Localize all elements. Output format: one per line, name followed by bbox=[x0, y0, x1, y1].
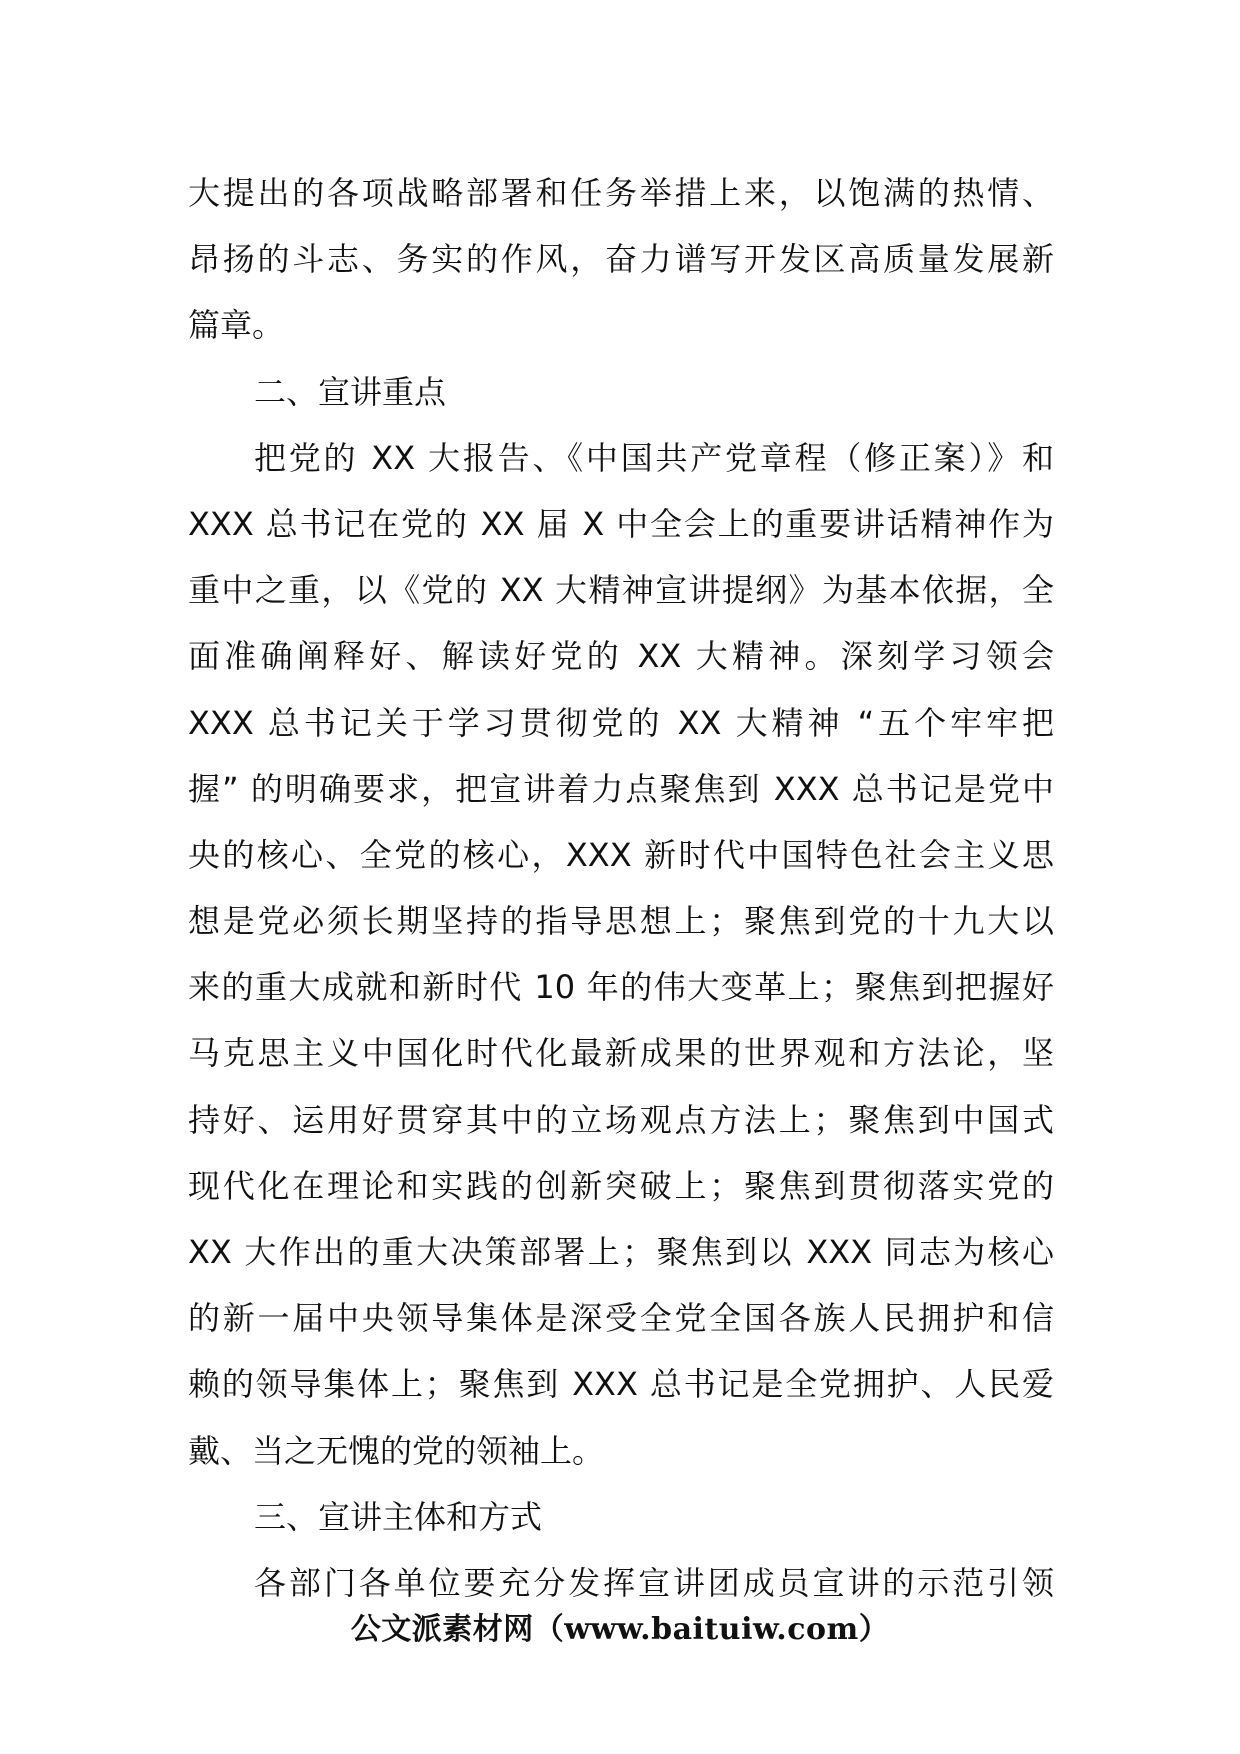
paragraph-line: 现代化在理论和实践的创新突破上；聚焦到贯彻落实党的 bbox=[188, 1166, 1054, 1205]
paragraph-line: 赖的领导集体上；聚焦到 XXX 总书记是全党拥护、人民爱 bbox=[188, 1365, 1054, 1404]
paragraph-line: 的新一届中央领导集体是深受全党全国各族人民拥护和信 bbox=[188, 1299, 1054, 1338]
paragraph-line: 握” 的明确要求，把宣讲着力点聚焦到 XXX 总书记是党中 bbox=[188, 769, 1054, 808]
section-heading: 二、宣讲重点 bbox=[254, 372, 447, 411]
paragraph-line: XXX 总书记关于学习贯彻党的 XX 大精神 “五个牢牢把 bbox=[188, 703, 1054, 742]
paragraph-line: 央的核心、全党的核心，XXX 新时代中国特色社会主义思 bbox=[188, 835, 1054, 874]
paragraph-line: 把党的 XX 大报告、《中国共产党章程（修正案）》和 bbox=[254, 438, 1054, 477]
section-heading: 三、宣讲主体和方式 bbox=[254, 1497, 543, 1536]
paragraph-line: 想是党必须长期坚持的指导思想上；聚焦到党的十九大以 bbox=[188, 902, 1054, 941]
paragraph-line: 昂扬的斗志、务实的作风，奋力谱写开发区高质量发展新 bbox=[188, 240, 1054, 279]
paragraph-line: 面准确阐释好、解读好党的 XX 大精神。深刻学习领会 bbox=[188, 637, 1054, 676]
paragraph-line: 持好、运用好贯穿其中的立场观点方法上；聚焦到中国式 bbox=[188, 1100, 1054, 1139]
paragraph-line: 篇章。 bbox=[188, 306, 285, 345]
footer-watermark: 公文派素材网（www.baituiw.com） bbox=[350, 1612, 890, 1647]
paragraph-line: 大提出的各项战略部署和任务举措上来，以饱满的热情、 bbox=[188, 174, 1054, 212]
paragraph-line: XXX 总书记在党的 XX 届 X 中全会上的重要讲话精神作为 bbox=[188, 504, 1054, 543]
paragraph-line: 来的重大成就和新时代 10 年的伟大变革上；聚焦到把握好 bbox=[188, 968, 1054, 1007]
document-body bbox=[188, 160, 1054, 1616]
paragraph-line: 戴、当之无愧的党的领袖上。 bbox=[188, 1431, 605, 1470]
paragraph-line: 各部门各单位要充分发挥宣讲团成员宣讲的示范引领 bbox=[254, 1563, 1054, 1602]
paragraph-line: XX 大作出的重大决策部署上；聚焦到以 XXX 同志为核心 bbox=[188, 1233, 1054, 1271]
paragraph-line: 重中之重，以《党的 XX 大精神宣讲提纲》为基本依据，全 bbox=[188, 571, 1054, 610]
paragraph-line: 马克思主义中国化时代化最新成果的世界观和方法论，坚 bbox=[188, 1034, 1054, 1073]
